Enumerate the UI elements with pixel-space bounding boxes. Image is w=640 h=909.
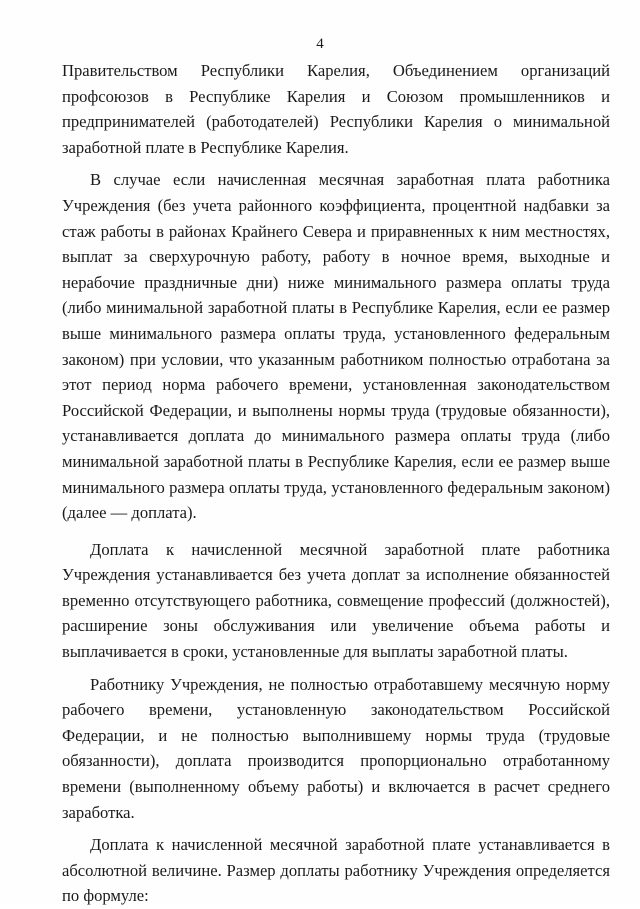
paragraph-formula-intro: Доплата к начисленной месячной заработной плате устанавливается в абсолютной величине. Размер доплаты работнику Учреждения определяется по формуле:: [62, 835, 610, 906]
document-body: [62, 58, 610, 909]
page-number: 4: [316, 36, 324, 52]
paragraph-minimum-wage-condition: В случае если начисленная месячная заработная плата работника Учреждения (без учета районного коэффициента, процентной надбавки за стаж работы в районах Крайнего Севера и приравненных к ним местностях, выплат за сверхурочную работу, работу в ночное время, выходные и нерабочие праздничные дни) ниже минимального размера оплаты труда (либо минимальной заработной платы в Республике Карелия, если ее размер выше минимального размера оплаты труда, установленного федеральным законом) при условии, что указанным работником полностью отработана за этот период норма рабочего времени, установленная законодательством Российской Федерации, и выполнены нормы труда (трудовые обязанности), устанавливается доплата до минимального размера оплаты труда (либо минимальной заработной платы в Республике Карелия, если ее размер выше минимального размера оплаты труда, установленного федеральным законом) (далее — доплата).: [62, 170, 610, 523]
paragraph-partial-month: Работнику Учреждения, не полностью отработавшему месячную норму рабочего времени, установленную законодательством Российской Федерации, и не полностью выполнившему нормы труда (трудовые обязанности), доплата производится пропорционально отработанному времени (выполненному объему работы) и включается в расчет среднего заработка.: [62, 674, 610, 822]
paragraph-supplement-exclusions: Доплата к начисленной месячной заработной плате работника Учреждения устанавливается без учета доплат за исполнение обязанностей временно отсутствующего работника, совмещение профессий (должностей), расширение зоны обслуживания или увеличение объема работы и выплачивается в сроки, установленные для выплаты заработной платы.: [62, 539, 610, 662]
paragraph-continuation: Правительством Республики Карелия, Объединением организаций профсоюзов в Республике Карелия и Союзом промышленников и предпринимателей (работодателей) Республики Карелия о минимальной заработной плате в Республике Карелия.: [62, 61, 610, 157]
